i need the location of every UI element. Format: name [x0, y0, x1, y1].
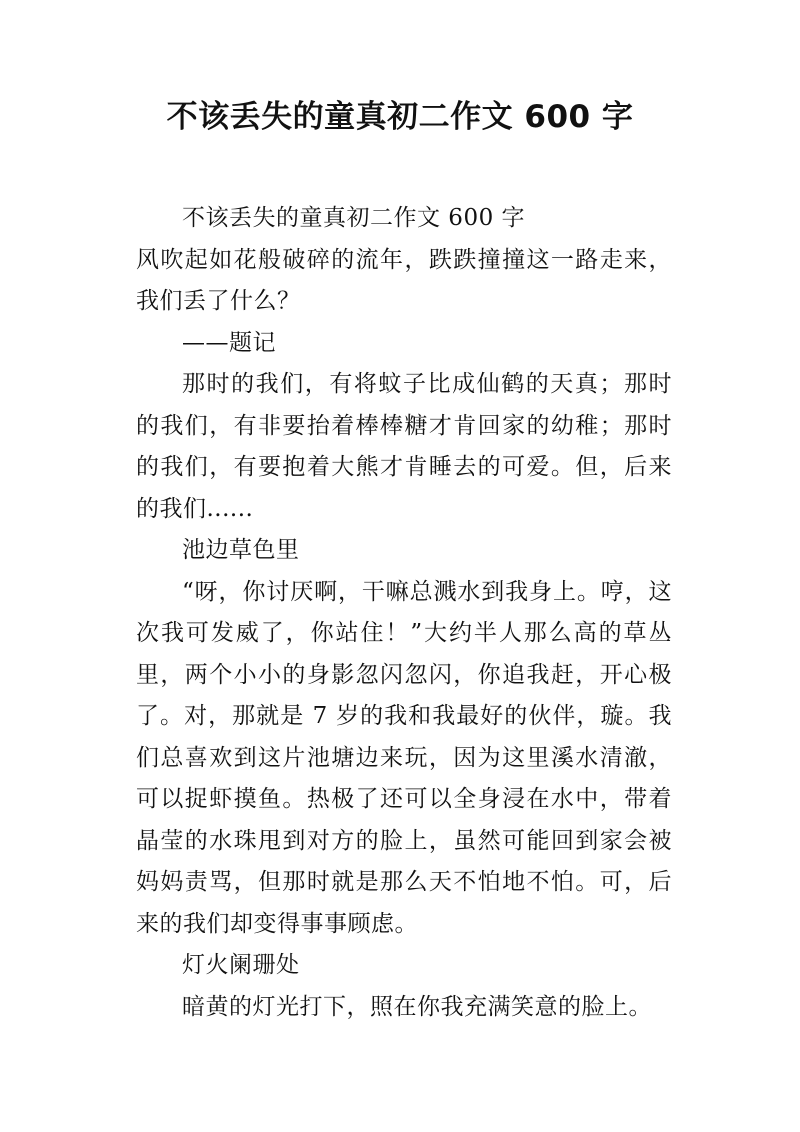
- epigraph-paragraph: 风吹起如花般破碎的流年，跌跌撞撞这一路走来，我们丢了什么？: [136, 246, 672, 314]
- body-paragraph: “呀，你讨厌啊，干嘛总溅水到我身上。哼，这次我可发威了，你站住！”大约半人那么高的草丛里，两个小小的身影忽闪忽闪，你追我赶，开心极了。对，那就是 7 岁的我和我最好的伙伴，璇。我们总喜欢到这片池塘边来玩，因为这里溪水清澈，可以捉虾摸鱼。热极了还可以全身浸在水中，带着晶莹的水珠甩到对方的脸上，虽然可能回到家会被妈妈责骂，但那时就是那么天不怕地不怕。可，后来的我们却变得事事顾虑。: [136, 578, 672, 937]
- document-body: [136, 198, 672, 1028]
- section-heading: 池边草色里: [182, 537, 300, 563]
- body-paragraph: 那时的我们，有将蚊子比成仙鹤的天真；那时的我们，有非要抬着棒棒糖才肯回家的幼稚；那时的我们，有要抱着大熊才肯睡去的可爱。但，后来的我们......: [136, 371, 672, 522]
- section-heading: 灯火阑珊处: [182, 952, 300, 978]
- body-paragraph: 暗黄的灯光打下，照在你我充满笑意的脸上。: [182, 993, 652, 1020]
- subtitle-paragraph: 不该丢失的童真初二作文 600 字: [182, 205, 526, 231]
- epigraph-attribution: ——题记: [182, 329, 276, 356]
- document-title: 不该丢失的童真初二作文 600 字: [166, 99, 634, 135]
